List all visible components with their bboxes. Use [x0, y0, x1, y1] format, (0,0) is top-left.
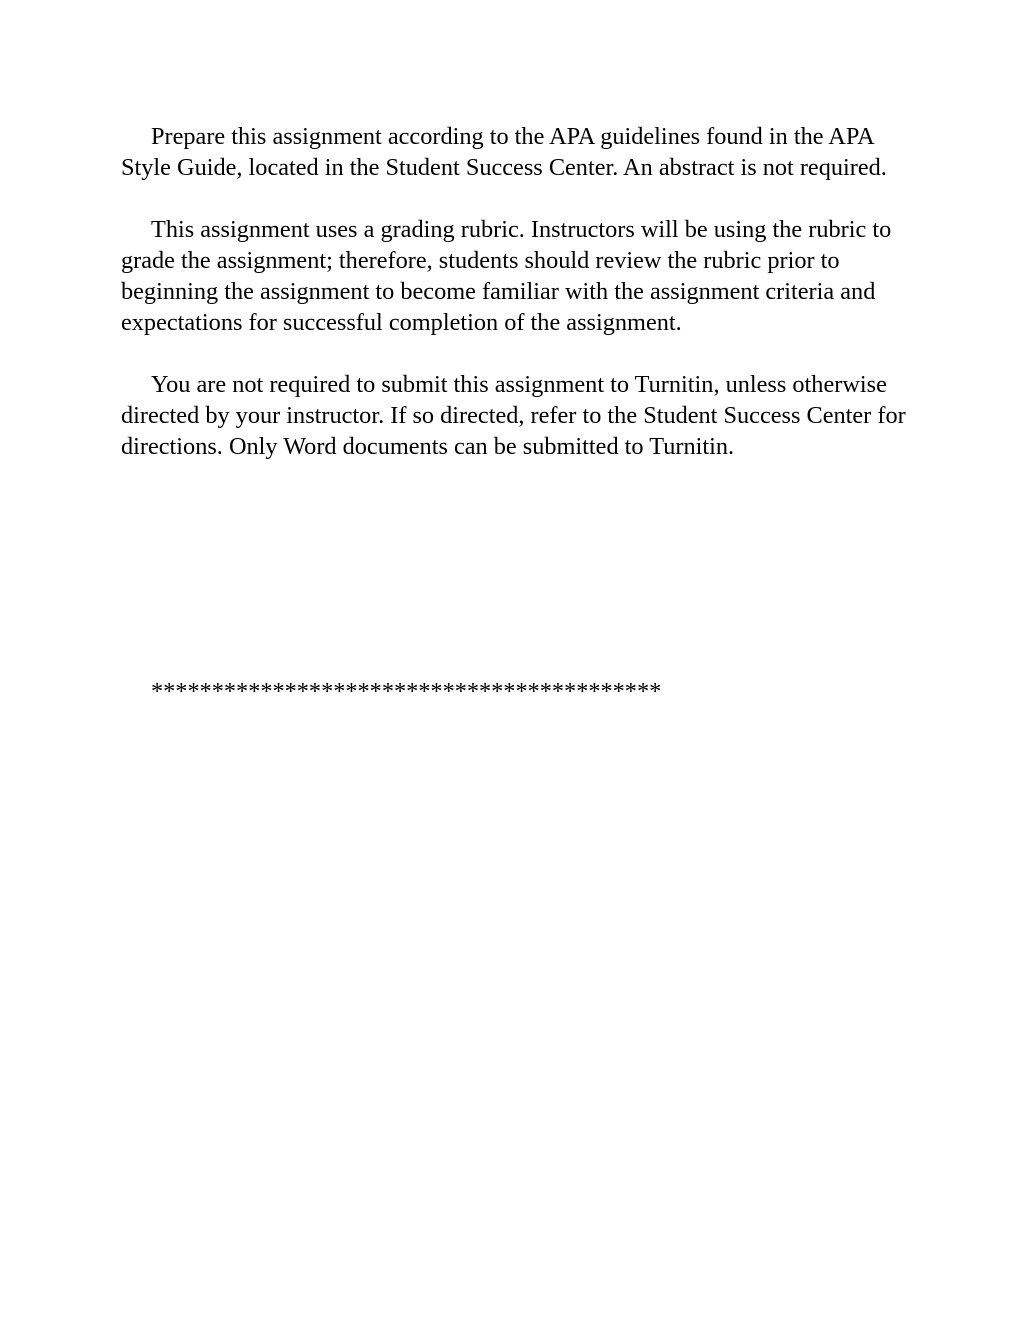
turnitin-paragraph: You are not required to submit this assignment to Turnitin, unless otherwise directed by your instructor. If so directed, refer to the Student Success Center for directions. Only Word documents can be submitted to Turnitin.	[121, 371, 906, 460]
apa-guidelines-paragraph: Prepare this assignment according to the APA guidelines found in the APA Style Guide, located in the Student Success Center. An abstract is not required.	[121, 123, 887, 181]
document-body	[121, 121, 906, 462]
asterisk-separator: ******************************************	[151, 678, 662, 705]
grading-rubric-paragraph: This assignment uses a grading rubric. Instructors will be using the rubric to grade the assignment; therefore, students should review the rubric prior to beginning the assignment to become familiar with the assignment criteria and expectations for successful completion of the assignment.	[121, 216, 892, 336]
